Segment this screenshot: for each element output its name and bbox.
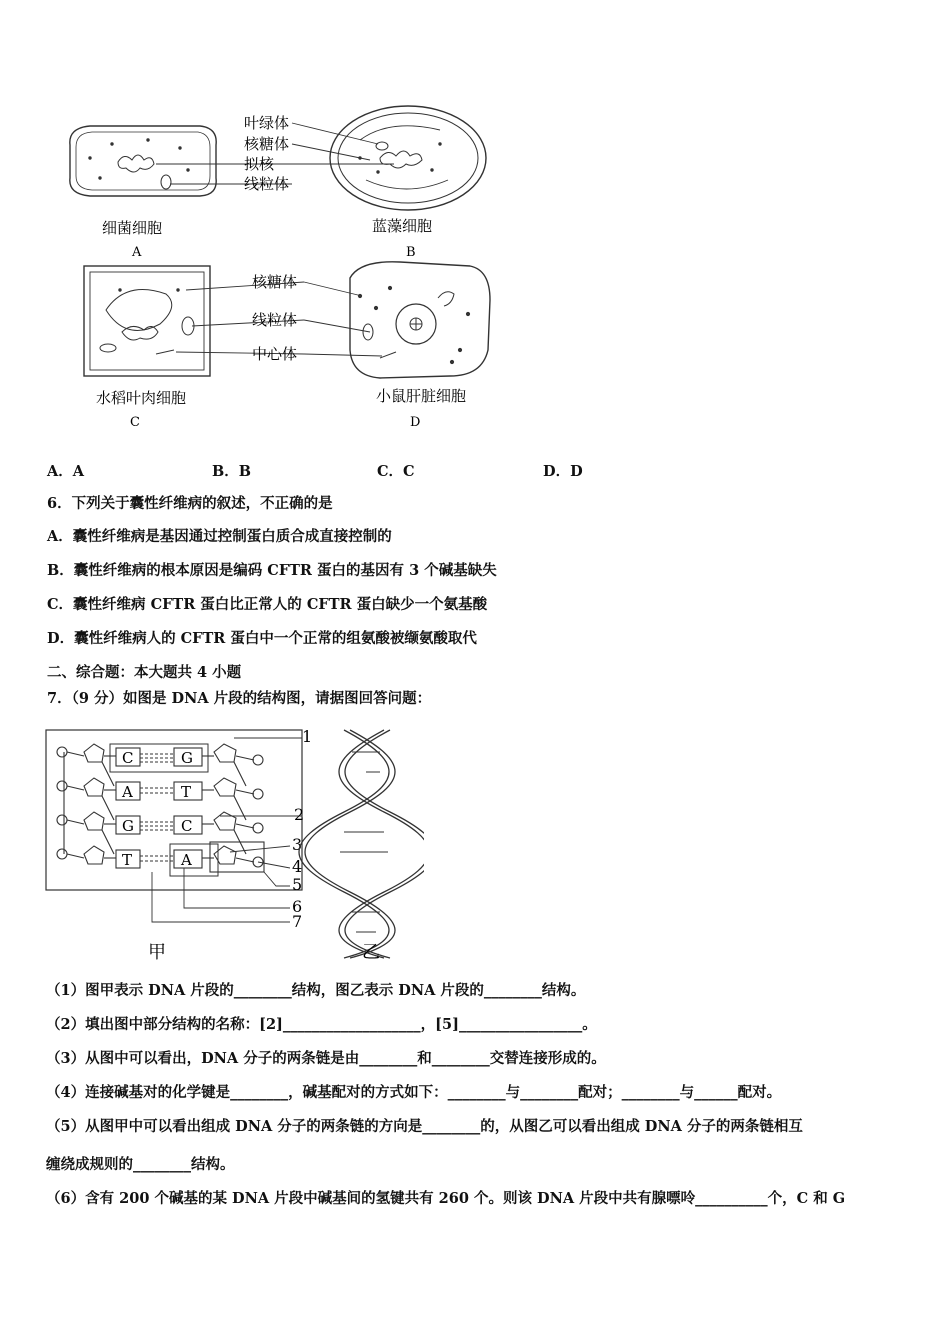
dna-number-3: 3 (292, 835, 303, 854)
left-base-2: A (122, 783, 133, 801)
label-jia: 甲 (148, 942, 166, 963)
q6-option-b: B．囊性纤维病的根本原因是编码 CFTR 蛋白的基因有 3 个碱基缺失 (47, 562, 497, 579)
right-base-4: A (181, 851, 192, 869)
label-mitochondria-bottom: 线粒体 (252, 311, 298, 329)
caption-letter-a: A (132, 245, 142, 260)
caption-letter-c: C (130, 415, 140, 430)
label-mitochondria-top: 线粒体 (244, 175, 290, 193)
dna-number-1: 1 (302, 727, 313, 746)
label-centrosome: 中心体 (252, 345, 298, 363)
cyanobacteria-cell-drawing (330, 106, 486, 210)
q7-part-3: （3）从图中可以看出，DNA 分子的两条链是由________和________交替连接形成的。 (46, 1050, 606, 1067)
dna-number-6: 6 (292, 897, 303, 916)
right-base-3: C (181, 817, 193, 835)
label-yi: 乙 (362, 942, 380, 963)
dna-number-2: 2 (294, 805, 305, 824)
liver-cell-drawing (350, 262, 490, 378)
q7-part-5-cont: 缠绕成规则的________结构。 (46, 1156, 235, 1173)
caption-liver: 小鼠肝脏细胞 (376, 387, 467, 405)
caption-bacteria: 细菌细胞 (102, 219, 163, 237)
section-heading: 二、综合题：本大题共 4 小题 (47, 664, 242, 681)
rice-cell-drawing (84, 266, 210, 376)
right-base-2: T (181, 783, 192, 801)
q6-stem: 6．下列关于囊性纤维病的叙述，不正确的是 (47, 495, 333, 512)
left-backbone (57, 744, 116, 864)
q5-option-a: A．A (47, 463, 85, 480)
dna-number-7: 7 (292, 912, 303, 931)
right-base-1: G (181, 749, 193, 767)
label-chloroplast: 叶绿体 (244, 114, 290, 132)
hydrogen-bonds (140, 754, 174, 861)
q7-part-2: （2）填出图中部分结构的名称：[2]___________________，[5]_________________。 (46, 1016, 597, 1033)
q6-option-c: C．囊性纤维病 CFTR 蛋白比正常人的 CFTR 蛋白缺少一个氨基酸 (47, 596, 488, 613)
left-base-4: T (122, 851, 133, 869)
label-ribosome-top: 核糖体 (244, 135, 290, 153)
caption-letter-b: B (406, 245, 416, 260)
dna-number-4: 4 (292, 857, 303, 876)
dna-number-5: 5 (292, 875, 303, 894)
cell-figure (60, 100, 500, 440)
q5-option-d: D．D (543, 463, 583, 480)
double-helix (299, 730, 424, 958)
left-base-3: G (122, 817, 134, 835)
label-nucleoid: 拟核 (244, 155, 275, 173)
q7-part-5: （5）从图甲中可以看出组成 DNA 分子的两条链的方向是________的，从图乙可以看出组成 DNA 分子的两条链相互 (46, 1118, 803, 1135)
q7-part-6: （6）含有 200 个碱基的某 DNA 片段中碱基间的氢键共有 260 个。则该 DNA 片段中共有腺嘌呤__________个，C 和 G (46, 1190, 846, 1207)
q7-part-4: （4）连接碱基对的化学键是________，碱基配对的方式如下：________与________配对；________与______配对。 (46, 1084, 782, 1101)
q5-option-b: B．B (212, 463, 252, 480)
q7-stem: 7．（9 分）如图是 DNA 片段的结构图，请据图回答问题： (47, 690, 432, 707)
caption-letter-d: D (410, 415, 421, 430)
q7-part-1: （1）图甲表示 DNA 片段的________结构，图乙表示 DNA 片段的________结构。 (46, 982, 586, 999)
caption-cyanobacteria: 蓝藻细胞 (372, 217, 433, 235)
right-backbone (202, 744, 264, 872)
q6-option-a: A．囊性纤维病是基因通过控制蛋白质合成直接控制的 (47, 528, 392, 545)
dna-figure (44, 722, 424, 967)
left-base-1: C (122, 749, 134, 767)
label-ribosome-bottom: 核糖体 (252, 273, 298, 291)
caption-rice: 水稻叶肉细胞 (96, 389, 187, 407)
q6-option-d: D．囊性纤维病人的 CFTR 蛋白中一个正常的组氨酸被缬氨酸取代 (47, 630, 477, 647)
q5-option-c: C．C (377, 463, 415, 480)
bacteria-cell-drawing (70, 126, 216, 196)
